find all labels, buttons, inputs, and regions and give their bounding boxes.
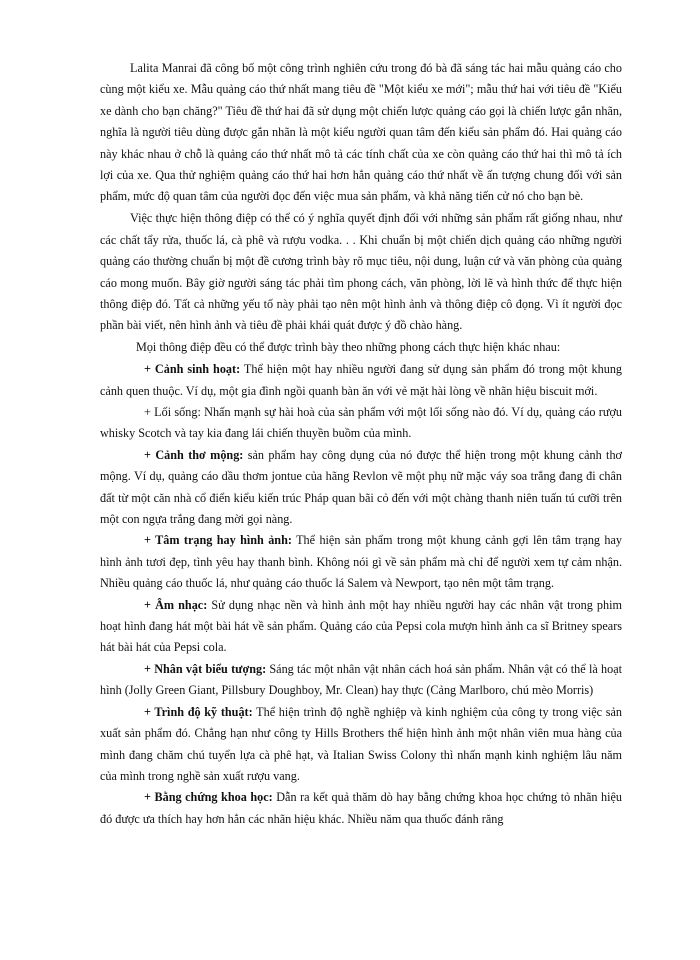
paragraph-3: Mọi thông điệp đều có thể được trình bày theo những phong cách thực hiện khác nhau: [136, 340, 561, 355]
document-page [100, 58, 622, 830]
bullet-lead: + Âm nhạc: [144, 597, 208, 612]
bullet-text: + Lối sống: Nhấn mạnh sự hài hoà của sản phẩm với một lối sống nào đó. Ví dụ, quảng cáo rượu whisky Scotch và tay kia đang lái chiến thuyền buồm của mình. [100, 405, 622, 441]
bullet-text: Thể hiện một hay nhiều người đang sử dụng sản phẩm đó trong một khung cảnh quen thuộc. Ví dụ, một gia đình ngồi quanh bàn ăn với vẻ mặt hài lòng về nhãn hiệu biscuit mới. [100, 362, 623, 398]
bullet-text: Thể hiện trình độ nghề nghiệp và kinh nghiệm của công ty trong việc sản xuất sản phẩm đó. Chẳng hạn như công ty Hills Brothers thể hiện hình ảnh một nhân viên mua hàng của mình đang chăm chú tuyển lựa cà phê hạt, và Italian Swiss Colony thì nhấn mạnh kinh nghiệm lâu năm của mình trong nghề sản xuất rượu vang. [100, 704, 623, 783]
bullet-lead: + Cảnh sinh hoạt: [144, 362, 241, 377]
bullet-lead: + Nhân vật biểu tượng: [144, 661, 267, 676]
bullet-text: Thể hiện sản phẩm trong một khung cảnh gợi lên tâm trạng hay hình ảnh tươi đẹp, tình yêu hay thanh bình. Không nói gì về sản phẩm mà chỉ để người xem tự cảm nhận. Nhiều quảng cáo thuốc lá, như quảng cáo thuốc lá Salem và Newport, tạo nên một tâm trạng. [100, 533, 623, 591]
paragraph-1: Lalita Manrai đã công bố một công trình nghiên cứu trong đó bà đã sáng tác hai mẫu quảng cáo cho cùng một kiểu xe. Mẫu quảng cáo thứ nhất mang tiêu đề "Một kiểu xe mới"; mẫu thứ hai với tiêu đề "Kiểu xe dành cho bạn chăng?" Tiêu đề thứ hai đã sử dụng một chiến lược quảng cáo gọi là chiến lược gắn nhãn, nghĩa là người tiêu dùng được gắn nhãn là một kiểu người quan tâm đến kiểu sản phẩm đó. Hai quảng cáo này khác nhau ở chỗ là quảng cáo thứ nhất mô tả các tính chất của xe còn quảng cáo thứ hai thì mô tả ích lợi của xe. Qua thử nghiệm quảng cáo thứ hai hơn hẳn quảng cáo thứ nhất về ấn tượng chung đối với sản phẩm, mức độ quan tâm của người đọc đến việc mua sản phẩm, và khả năng tiến cử nó cho bạn bè. [100, 61, 622, 204]
bullet-text: sản phẩm hay công dụng của nó được thể hiện trong một khung cảnh thơ mộng. Ví dụ, quảng cáo dầu thơm jontue của hãng Revlon vẽ một phụ nữ mặc váy soa trắng đang đi chân đất từ một căn nhà cổ điển kiểu kiến trúc Pháp quan bãi cỏ đến với một chàng thanh niên tuấn tú cưỡi trên một con ngựa trắng đang mời gọi nàng. [100, 447, 622, 527]
bullet-nhan-vat-bieu-tuong [100, 659, 622, 702]
bullet-text: Dẫn ra kết quả thăm dò hay bằng chứng khoa học chứng tỏ nhãn hiệu đó được ưa thích hay hơn hẳn các nhãn hiệu khác. Nhiều năm qua thuốc đánh răng [100, 790, 623, 826]
bullet-trinh-do-ky-thuat [100, 702, 622, 788]
bullet-tam-trang [100, 530, 622, 594]
bullet-lead: + Trình độ kỹ thuật: [144, 704, 253, 719]
bullet-lead: + Cảnh thơ mộng: [144, 447, 244, 462]
bullet-canh-sinh-hoat [100, 359, 622, 402]
bullet-text: Sử dụng nhạc nền và hình ảnh một hay nhiều người hay các nhân vật trong phim hoạt hình đang hát một bài hát về sản phẩm. Quảng cáo của Pepsi cola mượn hình ảnh ca sĩ Britney spears hát bài hát của Pepsi cola. [100, 597, 622, 655]
bullet-lead: + Bằng chứng khoa học: [144, 790, 273, 805]
bullet-loi-song [100, 402, 622, 445]
bullet-lead: + Tâm trạng hay hình ảnh: [144, 533, 292, 548]
paragraph-2: Việc thực hiện thông điệp có thể có ý nghĩa quyết định đối với những sản phẩm rất giống nhau, như các chất tẩy rửa, thuốc lá, cà phê và rượu vodka. . . Khi chuẩn bị một chiến dịch quảng cáo những người quảng cáo thường chuẩn bị một đề cương trình bày rõ mục tiêu, nội dung, luận cứ và văn phòng của quảng cáo mong muốn. Bây giờ người sáng tác phải tìm phong cách, văn phòng, lời lẽ và hình thức để thực hiện thông điệp đó. Tất cả những yếu tố này phải tạo nên một hình ảnh và thông điệp cô đọng. Vì ít người đọc phần bài viết, nên hình ảnh và tiêu đề phải khái quát được ý đồ chào hàng. [100, 211, 622, 333]
bullet-canh-tho-mong [100, 445, 622, 531]
bullet-am-nhac [100, 595, 622, 659]
bullet-bang-chung-khoa-hoc [100, 787, 622, 830]
bullet-text: Sáng tác một nhân vật nhân cách hoá sản phẩm. Nhân vật có thể là hoạt hình (Jolly Green Giant, Pillsbury Doughboy, Mr. Clean) hay thực (Cảng Marlboro, chú mèo Morris) [100, 661, 622, 698]
